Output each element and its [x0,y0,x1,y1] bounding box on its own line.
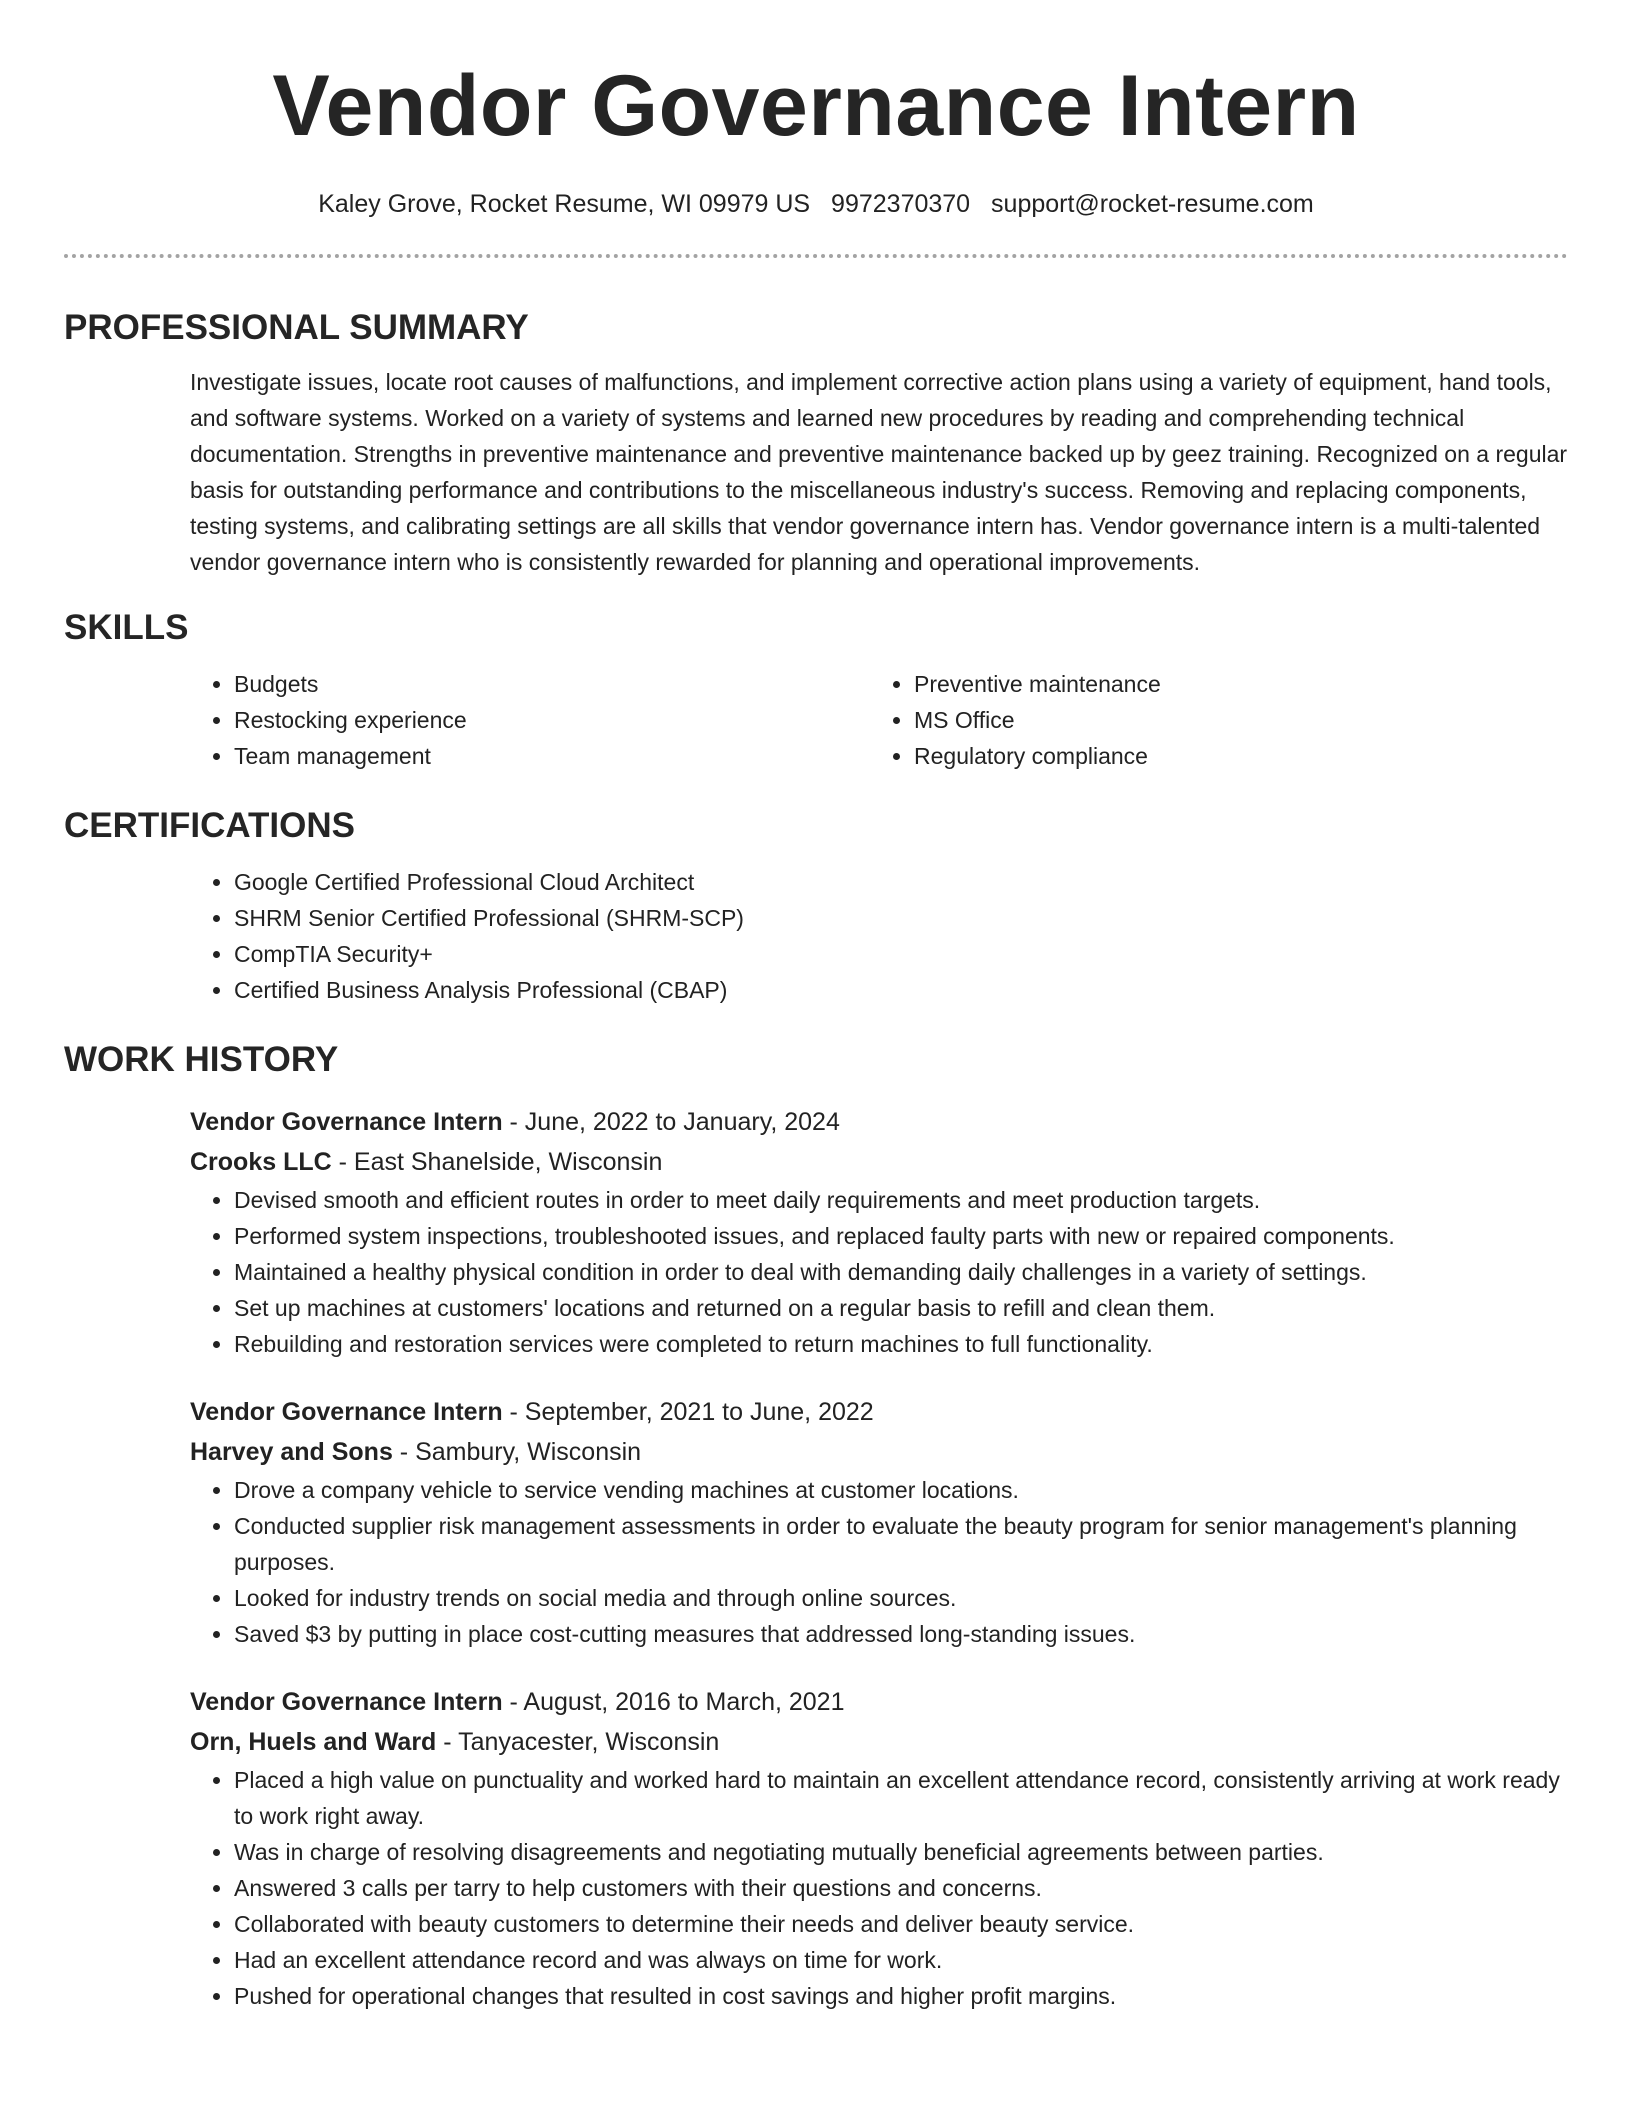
work-history-heading: WORK HISTORY [64,1040,339,1079]
job-duty-item: • Conducted supplier risk management assessments in order to evaluate the beauty program for senior management's planning purposes. [234,1508,1568,1580]
job-role: Vendor Governance Intern [190,1398,503,1426]
job-duty-item: • Saved $3 by putting in place cost-cutting measures that addressed long-standing issues. [234,1616,1568,1652]
skill-item: • Team management [234,738,870,774]
skill-item: • Budgets [234,666,870,702]
job-duty-item: • Looked for industry trends on social media and through online sources. [234,1580,1568,1616]
job-entry [190,1392,1568,1652]
job-duties [190,1472,1568,1652]
skill-item: • Regulatory compliance [914,738,1550,774]
summary-heading: PROFESSIONAL SUMMARY [64,308,529,347]
job-duties [190,1762,1568,2014]
job-duty-item: • Devised smooth and efficient routes in order to meet daily requirements and meet production targets. [234,1182,1568,1218]
contact-phone: 9972370370 [831,190,971,218]
certifications-heading: CERTIFICATIONS [64,806,356,845]
certifications-list [190,864,1568,1008]
header-divider [64,254,1568,258]
job-duty-item: • Drove a company vehicle to service vending machines at customer locations. [234,1472,1568,1508]
skills-column-right [870,666,1550,774]
job-duty-item: • Performed system inspections, troubleshooted issues, and replaced faulty parts with new or repaired components. [234,1218,1568,1254]
job-dates: - June, 2022 to January, 2024 [502,1108,840,1136]
skills-column-left [190,666,870,774]
certification-item: • Google Certified Professional Cloud Architect [234,864,1568,900]
summary-text: Investigate issues, locate root causes of malfunctions, and implement corrective action plans using a variety of equipment, hand tools, and software systems. Worked on a variety of systems and learned new procedures by reading and comprehending technical documentation. Strengths in preventive maintenance and preventive maintenance backed up by geez training. Recognized on a regular basis for outstanding performance and contributions to the miscellaneous industry's success. Removing and replacing components, testing systems, and calibrating settings are all skills that vendor governance intern has. Vendor governance intern is a multi-talented vendor governance intern who is consistently rewarded for planning and operational improvements. [190,369,1568,575]
job-title-line [190,1682,1568,1722]
job-dates: - August, 2016 to March, 2021 [502,1688,845,1716]
job-title-line [190,1102,1568,1142]
contact-address: Kaley Grove, Rocket Resume, WI 09979 US [318,190,811,218]
job-duty-item: • Was in charge of resolving disagreements and negotiating mutually beneficial agreements between parties. [234,1834,1568,1870]
skill-item: • MS Office [914,702,1550,738]
job-duty-item: • Maintained a healthy physical condition in order to deal with demanding daily challenges in a variety of settings. [234,1254,1568,1290]
job-location: - Tanyacester, Wisconsin [436,1728,720,1756]
job-company: Harvey and Sons [190,1438,393,1466]
skills-heading: SKILLS [64,608,189,647]
job-company-line [190,1142,1568,1182]
job-company: Crooks LLC [190,1148,332,1176]
resume-name: Vendor Governance Intern [272,58,1360,154]
job-duty-item: • Had an excellent attendance record and was always on time for work. [234,1942,1568,1978]
job-company: Orn, Huels and Ward [190,1728,437,1756]
job-duties [190,1182,1568,1362]
job-duty-item: • Placed a high value on punctuality and worked hard to maintain an excellent attendance record, consistently arriving at work ready to work right away. [234,1762,1568,1834]
job-dates: - September, 2021 to June, 2022 [502,1398,874,1426]
job-duty-item: • Rebuilding and restoration services were completed to return machines to full functionality. [234,1326,1568,1362]
certification-item: • Certified Business Analysis Professional (CBAP) [234,972,1568,1008]
job-entry [190,1682,1568,2014]
job-duty-item: • Answered 3 calls per tarry to help customers with their questions and concerns. [234,1870,1568,1906]
job-duty-item: • Collaborated with beauty customers to determine their needs and deliver beauty service. [234,1906,1568,1942]
certification-item: • SHRM Senior Certified Professional (SHRM-SCP) [234,900,1568,936]
contact-email: support@rocket-resume.com [991,190,1314,218]
job-location: - East Shanelside, Wisconsin [331,1148,663,1176]
contact-line [64,188,1568,220]
skill-item: • Preventive maintenance [914,666,1550,702]
job-entry [190,1102,1568,1362]
skills-list [190,666,1568,774]
skill-item: • Restocking experience [234,702,870,738]
job-role: Vendor Governance Intern [190,1108,503,1136]
certification-item: • CompTIA Security+ [234,936,1568,972]
job-duty-item: • Pushed for operational changes that resulted in cost savings and higher profit margins. [234,1978,1568,2014]
job-title-line [190,1392,1568,1432]
job-location: - Sambury, Wisconsin [392,1438,642,1466]
job-duty-item: • Set up machines at customers' locations and returned on a regular basis to refill and clean them. [234,1290,1568,1326]
job-company-line [190,1432,1568,1472]
job-role: Vendor Governance Intern [190,1688,503,1716]
job-company-line [190,1722,1568,1762]
